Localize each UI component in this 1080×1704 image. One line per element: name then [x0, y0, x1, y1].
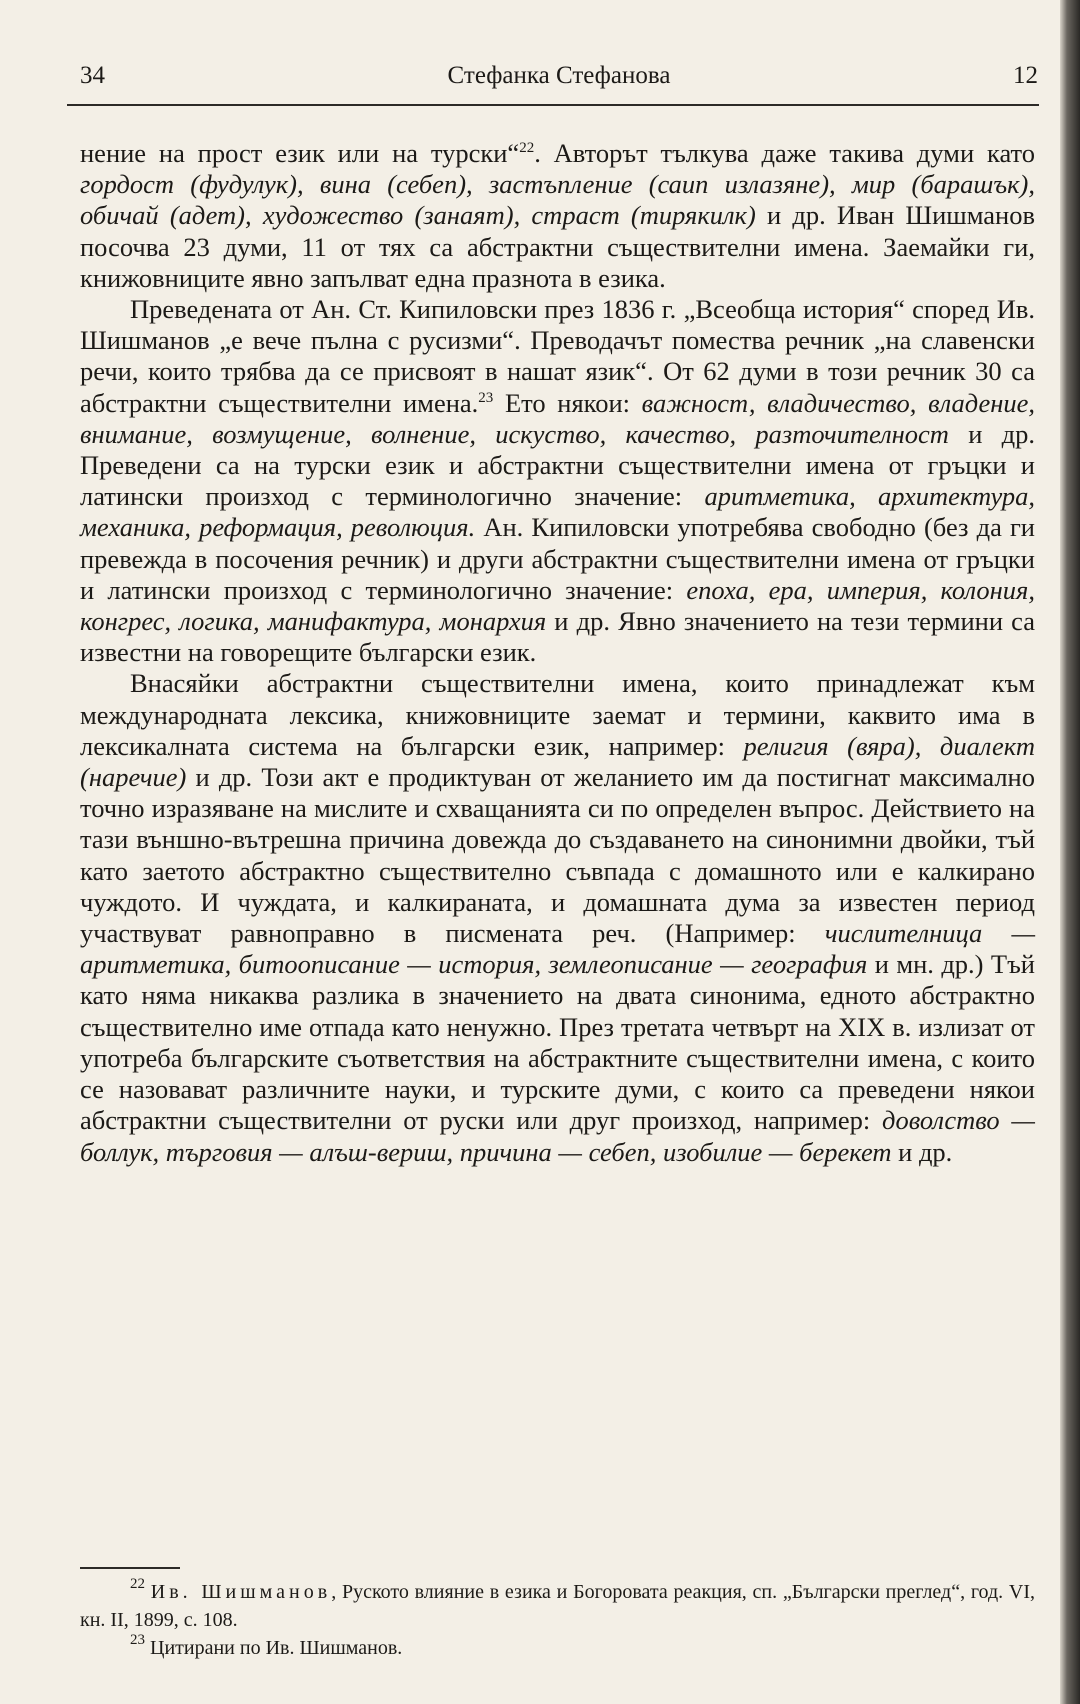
text-run: . Авторът тълкува даже такива думи като — [534, 138, 1036, 168]
italic-terms: числителница — аритметика, битоописание — история, землеописание — география — [80, 918, 1036, 980]
text-run: Внасяйки абстрактни съществителни имена, които принадлежат към международната лексика, книжовниците заемат и термини, каквито има в лексикалната система на български език, например: — [80, 668, 1035, 761]
body-paragraph — [80, 668, 1035, 1167]
footnote-rule — [80, 1567, 180, 1569]
header-rule — [67, 104, 1039, 106]
body-paragraph — [80, 138, 1035, 294]
text-run: нение на прост език или на турски“ — [80, 138, 520, 168]
footnote-reference: 22 — [519, 140, 535, 156]
footnote-22 — [80, 1578, 1035, 1634]
italic-terms: религия (вяра), диалект (наречие) — [80, 730, 1035, 793]
page-number: 34 — [80, 62, 105, 89]
body-text — [80, 138, 1035, 1168]
text-run: Преведената от Ан. Ст. Кипиловски през 1836 г. „Всеобща история“ според Ив. Шишманов „е вече пълна с русизми“. Преводачът помества речник „на славенски речи, които трябва да се присвоят в нашат язик“. От 62 думи в този речник 30 са абстрактни съществителни имена. — [80, 294, 1035, 418]
footnote-mark: 23 — [130, 1632, 145, 1648]
footnote-mark: 22 — [130, 1576, 145, 1592]
text-run: Ето някои: — [493, 387, 642, 418]
footnote-23 — [80, 1634, 1035, 1662]
running-header — [80, 58, 1038, 98]
footnote-reference: 23 — [478, 389, 494, 406]
italic-terms: важност, владичество, владение, внимание, возмущение, волнение, искуство, качество, разточителност — [80, 387, 1035, 449]
chapter-number: 12 — [1013, 62, 1038, 89]
footnotes — [80, 1578, 1035, 1662]
footnote-text: Цитирани по Ив. Шишманов. — [150, 1637, 403, 1659]
footnote-text: , Руското влияние в езика и Богоровата реакция, сп. „Български преглед“, год. VI, кн. II, 1899, с. 108. — [80, 1581, 1036, 1631]
text-run: и др. — [891, 1136, 953, 1167]
text-run: и др. Иван Шишманов посочва 23 думи, 11 от тях са абстрактни съществителни имена. Заемайки ги, книжовниците явно запълват една празнота в езика. — [80, 200, 1035, 293]
text-run: и др. Явно значението на тези термини са известни на говорещите български език. — [80, 606, 1035, 668]
text-run: и мн. др.) Тъй като няма никаква разлика в значението на двата синонима, едното абстрактно съществително име отпада като ненужно. През третата четвърт на XIX в. излизат от употреба българските съответствия на абстрактните съществителни имена, с които се назовават различните науки, и турските думи, с които са преведени някои абстрактни съществителни от руски или друг произход, например: — [80, 949, 1035, 1136]
text-run: и др. Този акт е продиктуван от желанието им да постигнат максимално точно изразяване на мислите и схващанията си по определен въпрос. Действието на тази външно-вътрешна причина довежда до създаването на синонимни двойки, тъй като заетото абстрактно съществително съвпада с домашното или е калкирано чуждото. И чуждата, и калкираната, и домашната дума за известен период участвуват равноправно в писмената реч. (Например: — [80, 762, 1035, 949]
italic-terms: епоха, ера, империя, колония, конгрес, логика, манифактура, монархия — [80, 574, 1035, 637]
italic-terms: гордост (фудулук), вина (себеп), застъпление (саип излазяне), мир (барашък), обичай (адет), художество (занаят), страст (тирякилк) — [80, 169, 1035, 231]
page-edge-shadow — [1060, 0, 1080, 1704]
italic-terms: аритметика, архитектура, механика, реформация, революция. — [80, 481, 1035, 543]
italic-terms: доволство — боллук, търговия — алъш-вериш, причина — себеп, изобилие — берекет — [80, 1105, 1035, 1167]
running-title: Стефанка Стефанова — [447, 62, 671, 89]
text-run: и др. Преведени са на турски език и абстрактни съществителни имена от гръцки и латински произход с терминологично значение: — [80, 418, 1035, 512]
text-run: Ан. Кипиловски употребява свободно (без да ги превежда в посочения речник) и други абстрактни съществителни имена от гръцки и латински произход с терминологично значение: — [80, 512, 1035, 605]
body-paragraph — [80, 294, 1035, 668]
footnote-author: Ив. Шишманов — [150, 1581, 332, 1603]
